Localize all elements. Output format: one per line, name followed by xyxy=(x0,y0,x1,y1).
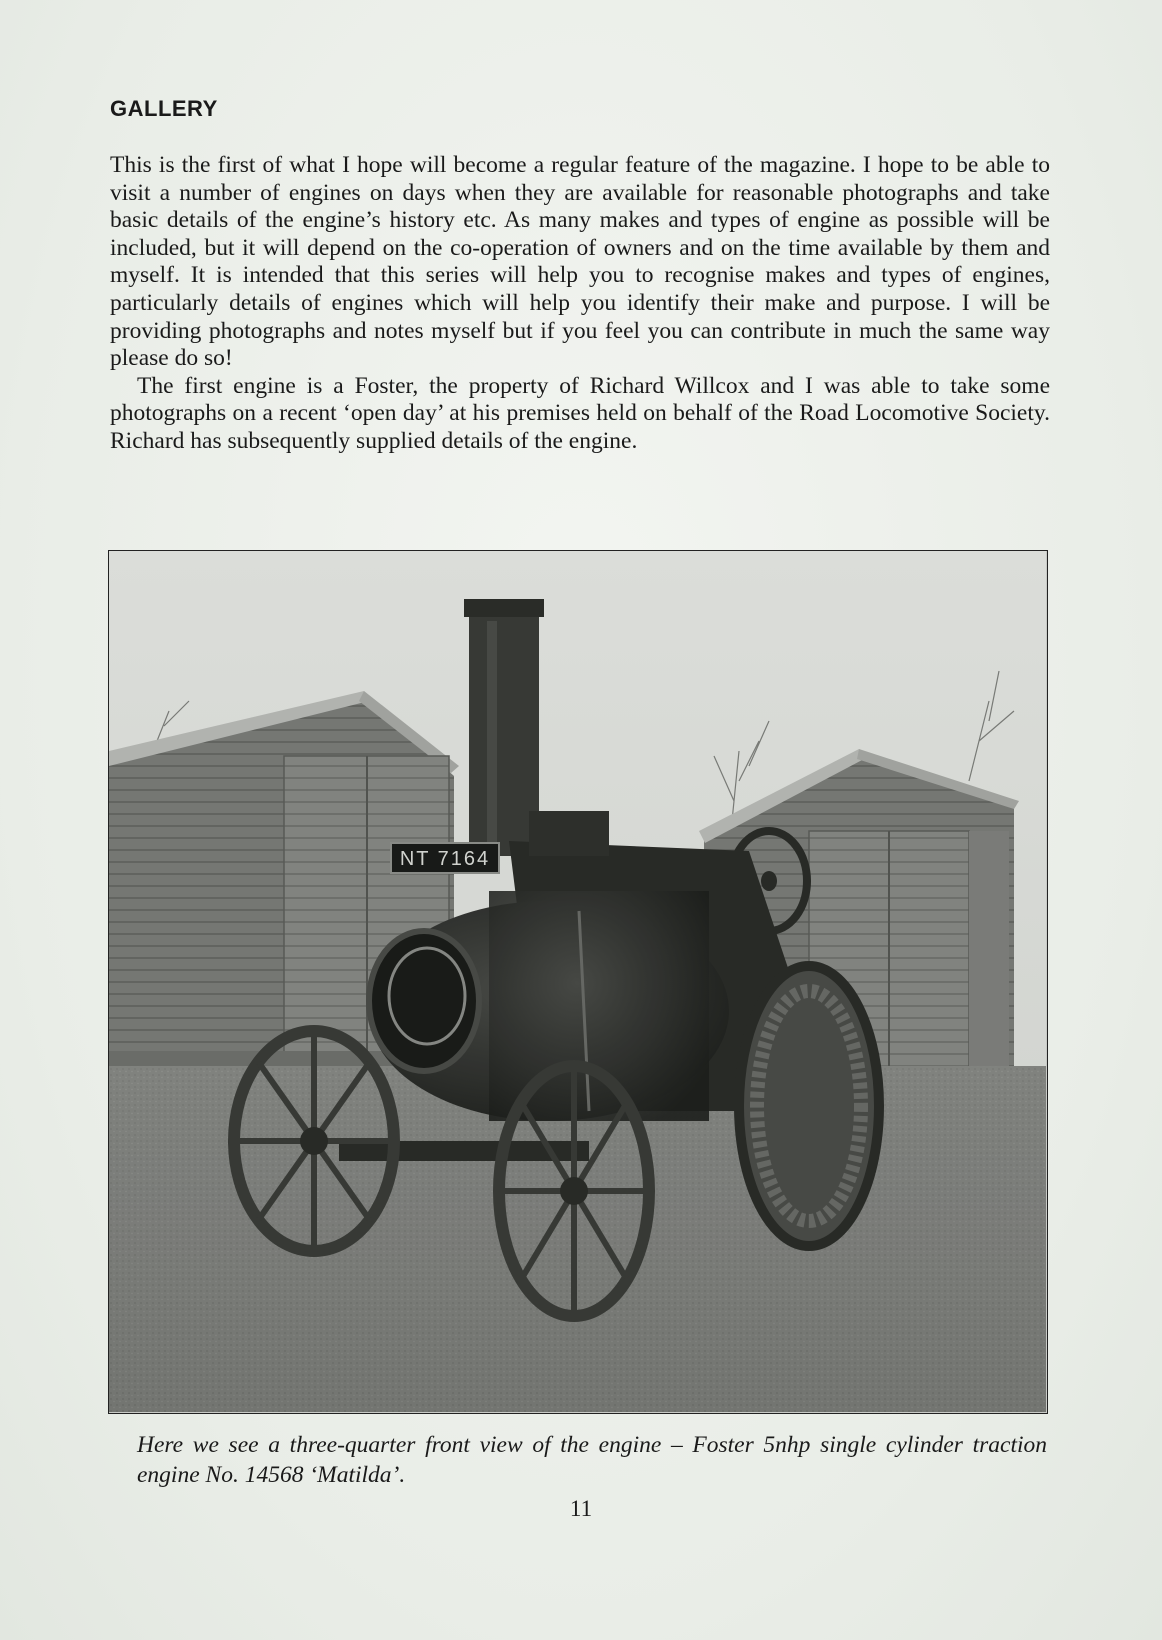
paragraph-intro: This is the first of what I hope will become a regular feature of the magazine. I hope to be able to visit a number of engines on days when they are available for reasonable photographs and take basic details of the engine’s history etc. As many makes and types of engine as possible will be included, but it will depend on the co-operation of owners and on the time available by them and myself. It is intended that this series will help you to recognise makes and types of engines, particularly details of engines which will help you identify their make and purpose. I will be providing photographs and notes myself but if you feel you can contribute in much the same way please do so! xyxy=(110,152,1050,372)
traction-engine-photo xyxy=(108,550,1048,1414)
photo-caption: Here we see a three-quarter front view of the engine – Foster 5nhp single cylinder traction engine No. 14568 ‘Matilda’. xyxy=(137,1432,1047,1488)
article-body xyxy=(110,152,1050,456)
number-plate-text: NT 7164 xyxy=(399,848,491,870)
section-heading: GALLERY xyxy=(110,96,218,121)
paragraph-foster: The first engine is a Foster, the property of Richard Willcox and I was able to take some photographs on a recent ‘open day’ at his premises held on behalf of the Road Locomotive Society. Richard has subsequently supplied details of the engine. xyxy=(110,372,1050,454)
page-number: 11 xyxy=(569,1496,593,1521)
